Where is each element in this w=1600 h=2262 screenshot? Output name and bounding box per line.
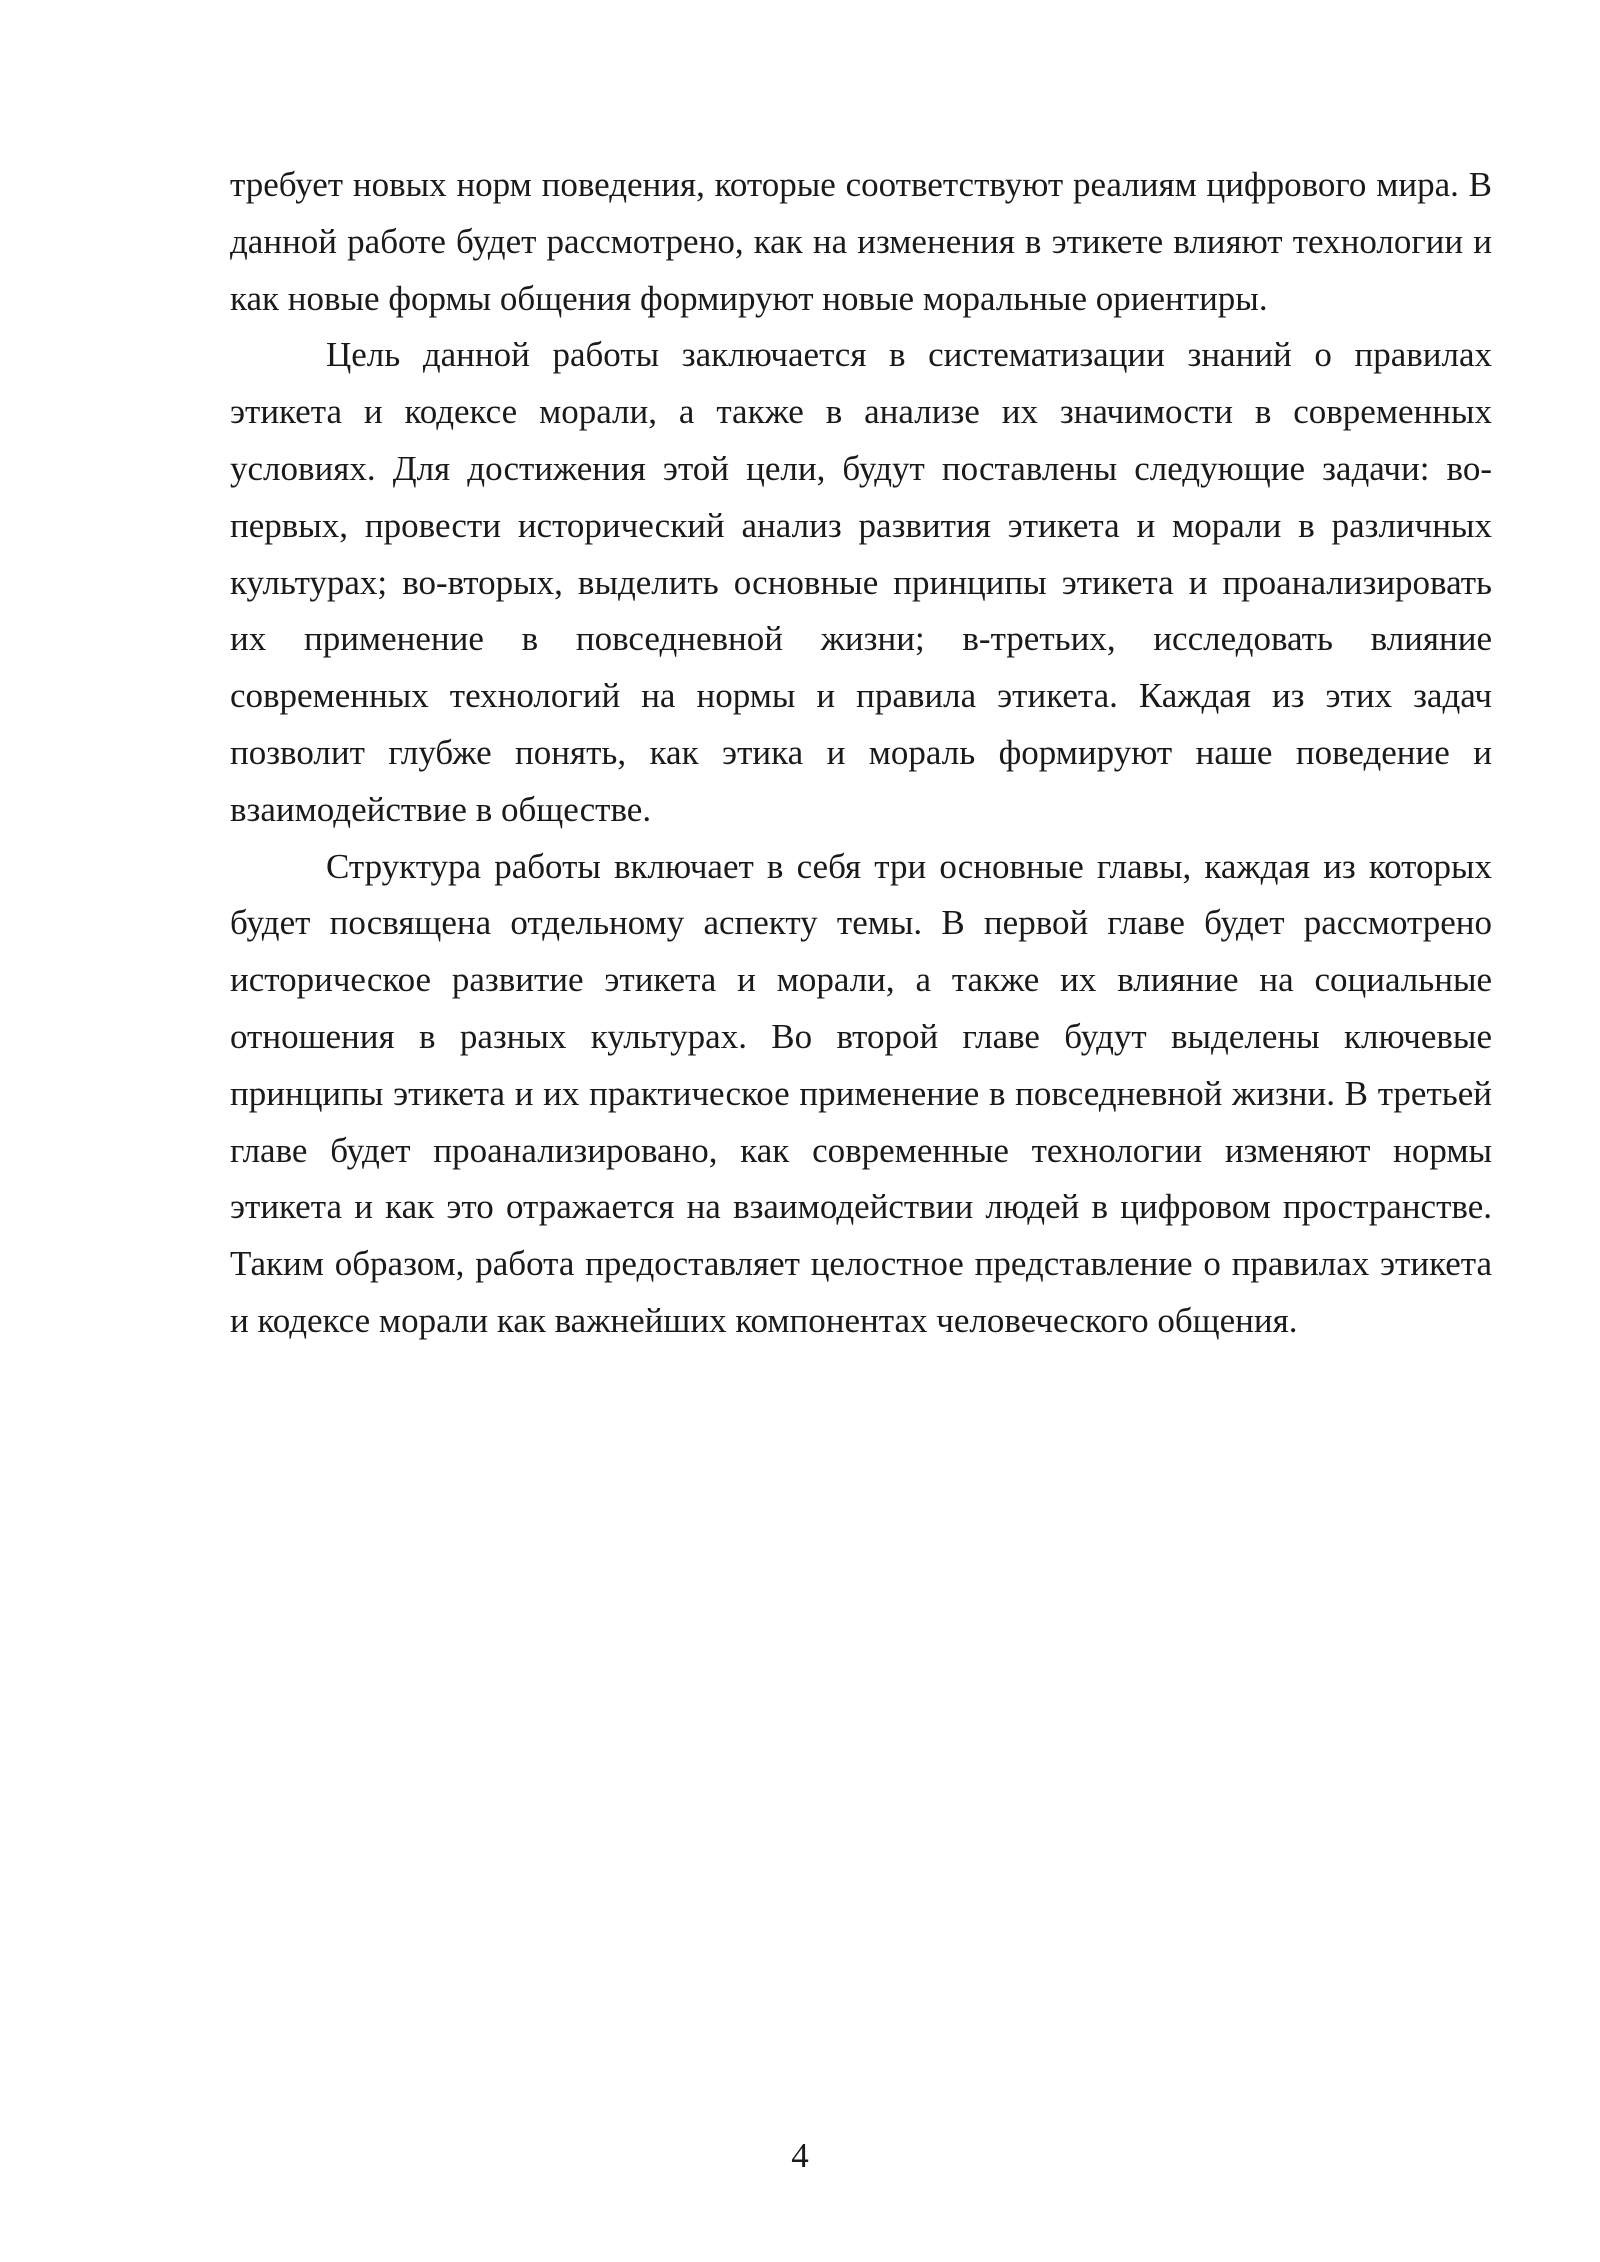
paragraph-goal: Цель данной работы заключается в систематизации знаний о правилах этикета и кодексе морали, а также в анализе их значимости в современных условиях. Для достижения этой цели, будут поставлены следующие задачи: во-первых, провести исторический анализ развития этикета и морали в различных культурах; во-вторых, выделить основные принципы этикета и проанализировать их применение в повседневной жизни; в-третьих, исследовать влияние современных технологий на нормы и правила этикета. Каждая из этих задач позволит глубже понять, как этика и мораль формируют наше поведение и взаимодействие в обществе. [230, 335, 1492, 829]
page-number: 4 [791, 2136, 809, 2175]
paragraph-continuation: требует новых норм поведения, которые соответствуют реалиям цифрового мира. В данной работе будет рассмотрено, как на изменения в этикете влияют технологии и как новые формы общения формируют новые моральные ориентиры. [230, 165, 1492, 318]
paragraph-structure: Структура работы включает в себя три основные главы, каждая из которых будет посвящена отдельному аспекту темы. В первой главе будет рассмотрено историческое развитие этикета и морали, а также их влияние на социальные отношения в разных культурах. Во второй главе будут выделены ключевые принципы этикета и их практическое применение в повседневной жизни. В третьей главе будет проанализировано, как современные технологии изменяют нормы этикета и как это отражается на взаимодействии людей в цифровом пространстве. Таким образом, работа предоставляет целостное представление о правилах этикета и кодексе морали как важнейших компонентах человеческого общения. [230, 846, 1492, 1340]
body-text [230, 157, 1492, 1350]
